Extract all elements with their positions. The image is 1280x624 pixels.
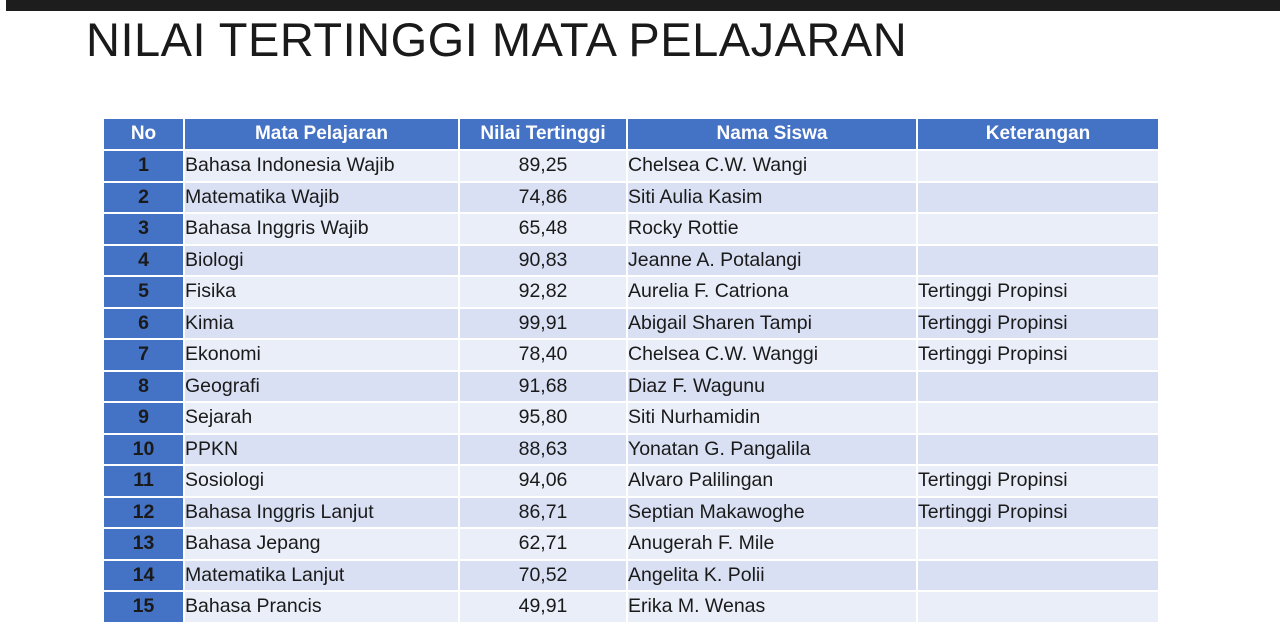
table-row — [104, 465, 1158, 497]
table-row — [104, 245, 1158, 277]
cell-remark — [917, 371, 1158, 403]
cell-highest-score: 89,25 — [459, 150, 627, 182]
cell-subject: Bahasa Inggris Wajib — [184, 213, 459, 245]
cell-student-name: Anugerah F. Mile — [627, 528, 917, 560]
cell-highest-score: 92,82 — [459, 276, 627, 308]
column-header-subject: Mata Pelajaran — [184, 119, 459, 150]
cell-highest-score: 49,91 — [459, 591, 627, 623]
cell-highest-score: 78,40 — [459, 339, 627, 371]
cell-highest-score: 74,86 — [459, 182, 627, 214]
cell-student-name: Yonatan G. Pangalila — [627, 434, 917, 466]
cell-row-number: 2 — [104, 182, 184, 214]
cell-remark — [917, 182, 1158, 214]
table-row — [104, 276, 1158, 308]
cell-highest-score: 62,71 — [459, 528, 627, 560]
cell-student-name: Siti Aulia Kasim — [627, 182, 917, 214]
cell-remark — [917, 591, 1158, 623]
cell-subject: Fisika — [184, 276, 459, 308]
cell-subject: Biologi — [184, 245, 459, 277]
cell-row-number: 5 — [104, 276, 184, 308]
cell-subject: Geografi — [184, 371, 459, 403]
table-row — [104, 213, 1158, 245]
table-row — [104, 434, 1158, 466]
cell-row-number: 1 — [104, 150, 184, 182]
table-header-row — [104, 119, 1158, 150]
cell-student-name: Angelita K. Polii — [627, 560, 917, 592]
cell-highest-score: 90,83 — [459, 245, 627, 277]
cell-highest-score: 70,52 — [459, 560, 627, 592]
cell-remark — [917, 434, 1158, 466]
cell-remark — [917, 150, 1158, 182]
table-row — [104, 371, 1158, 403]
cell-remark — [917, 245, 1158, 277]
cell-highest-score: 99,91 — [459, 308, 627, 340]
column-header-score: Nilai Tertinggi — [459, 119, 627, 150]
table-row — [104, 591, 1158, 623]
cell-row-number: 14 — [104, 560, 184, 592]
table-row — [104, 182, 1158, 214]
cell-highest-score: 88,63 — [459, 434, 627, 466]
cell-row-number: 7 — [104, 339, 184, 371]
cell-highest-score: 65,48 — [459, 213, 627, 245]
table-row — [104, 339, 1158, 371]
cell-highest-score: 94,06 — [459, 465, 627, 497]
cell-student-name: Siti Nurhamidin — [627, 402, 917, 434]
cell-remark: Tertinggi Propinsi — [917, 276, 1158, 308]
column-header-no: No — [104, 119, 184, 150]
cell-student-name: Septian Makawoghe — [627, 497, 917, 529]
cell-subject: Bahasa Jepang — [184, 528, 459, 560]
cell-student-name: Jeanne A. Potalangi — [627, 245, 917, 277]
table-row — [104, 497, 1158, 529]
cell-highest-score: 86,71 — [459, 497, 627, 529]
cell-remark: Tertinggi Propinsi — [917, 308, 1158, 340]
cell-highest-score: 91,68 — [459, 371, 627, 403]
cell-remark — [917, 402, 1158, 434]
cell-subject: Sejarah — [184, 402, 459, 434]
cell-row-number: 15 — [104, 591, 184, 623]
cell-subject: PPKN — [184, 434, 459, 466]
table-row — [104, 150, 1158, 182]
cell-remark: Tertinggi Propinsi — [917, 497, 1158, 529]
top-letterbox-bar — [0, 0, 1280, 11]
cell-remark — [917, 213, 1158, 245]
cell-row-number: 6 — [104, 308, 184, 340]
left-margin-strip — [0, 0, 6, 611]
grades-table-container — [104, 119, 1158, 624]
cell-row-number: 11 — [104, 465, 184, 497]
cell-row-number: 10 — [104, 434, 184, 466]
cell-student-name: Diaz F. Wagunu — [627, 371, 917, 403]
cell-subject: Bahasa Indonesia Wajib — [184, 150, 459, 182]
cell-row-number: 9 — [104, 402, 184, 434]
cell-student-name: Erika M. Wenas — [627, 591, 917, 623]
cell-row-number: 8 — [104, 371, 184, 403]
cell-student-name: Rocky Rottie — [627, 213, 917, 245]
cell-subject: Matematika Lanjut — [184, 560, 459, 592]
cell-remark: Tertinggi Propinsi — [917, 465, 1158, 497]
table-body — [104, 150, 1158, 623]
cell-remark: Tertinggi Propinsi — [917, 339, 1158, 371]
cell-subject: Kimia — [184, 308, 459, 340]
cell-student-name: Chelsea C.W. Wanggi — [627, 339, 917, 371]
cell-student-name: Alvaro Palilingan — [627, 465, 917, 497]
cell-row-number: 4 — [104, 245, 184, 277]
cell-student-name: Chelsea C.W. Wangi — [627, 150, 917, 182]
cell-remark — [917, 528, 1158, 560]
table-row — [104, 560, 1158, 592]
table-row — [104, 308, 1158, 340]
cell-student-name: Abigail Sharen Tampi — [627, 308, 917, 340]
cell-row-number: 13 — [104, 528, 184, 560]
table-row — [104, 528, 1158, 560]
cell-student-name: Aurelia F. Catriona — [627, 276, 917, 308]
cell-subject: Bahasa Prancis — [184, 591, 459, 623]
cell-subject: Matematika Wajib — [184, 182, 459, 214]
page-title: NILAI TERTINGGI MATA PELAJARAN — [86, 13, 908, 66]
cell-subject: Bahasa Inggris Lanjut — [184, 497, 459, 529]
grades-table — [104, 119, 1158, 624]
column-header-note: Keterangan — [917, 119, 1158, 150]
cell-remark — [917, 560, 1158, 592]
cell-highest-score: 95,80 — [459, 402, 627, 434]
cell-row-number: 3 — [104, 213, 184, 245]
table-header — [104, 119, 1158, 150]
cell-subject: Ekonomi — [184, 339, 459, 371]
column-header-name: Nama Siswa — [627, 119, 917, 150]
cell-row-number: 12 — [104, 497, 184, 529]
table-row — [104, 402, 1158, 434]
cell-subject: Sosiologi — [184, 465, 459, 497]
